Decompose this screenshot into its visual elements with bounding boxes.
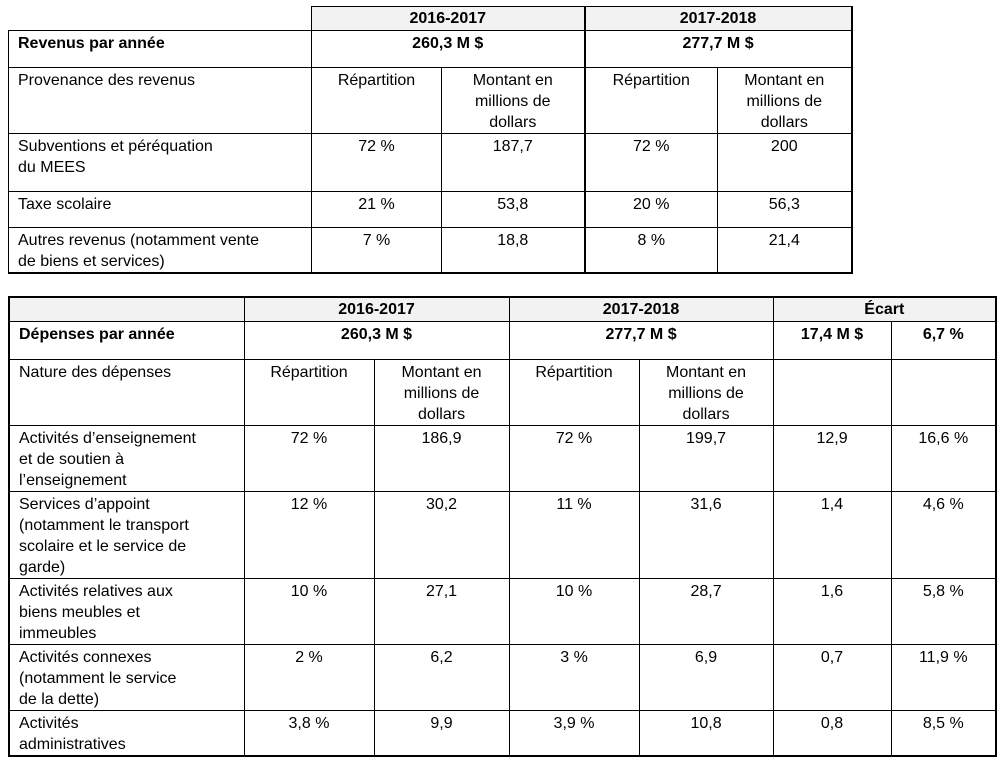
expense-gap-amount: 0,7 (773, 644, 891, 710)
table-row (9, 491, 996, 578)
revenue-amount-2: 56,3 (718, 192, 852, 228)
expense-gap-amount: 12,9 (773, 425, 891, 491)
expense-share-1: 12 % (244, 491, 374, 578)
expense-share-1: 3,8 % (244, 710, 374, 756)
expense-row-title: Dépenses par année (9, 321, 244, 359)
expense-share-1: 10 % (244, 578, 374, 644)
revenue-share-1: 21 % (312, 192, 442, 228)
expense-amount-2: 31,6 (639, 491, 773, 578)
revenue-share-1: 72 % (312, 134, 442, 192)
expense-row-label: Activités administratives (9, 710, 244, 756)
expense-amount-2: 10,8 (639, 710, 773, 756)
revenue-total-row (9, 31, 852, 68)
expense-total-2: 277,7 M $ (509, 321, 773, 359)
expense-amount-1: 27,1 (374, 578, 509, 644)
expense-amount-header-1: Montant en millions de dollars (374, 359, 509, 425)
expense-corner-cell (9, 297, 244, 321)
revenue-period-header-row (9, 7, 852, 31)
revenue-period-header-1: 2016-2017 (312, 7, 585, 31)
expense-period-header-1: 2016-2017 (244, 297, 509, 321)
table-row (9, 644, 996, 710)
expense-row-label: Activités d’enseignement et de soutien à l’enseignement (9, 425, 244, 491)
revenue-amount-1: 18,8 (442, 228, 585, 274)
expense-share-header-2: Répartition (509, 359, 639, 425)
revenue-table (8, 6, 853, 274)
revenue-row-label: Subventions et péréquation du MEES (9, 134, 312, 192)
expense-table (8, 296, 997, 757)
expense-share-2: 3 % (509, 644, 639, 710)
expense-gap-pct-header (891, 359, 996, 425)
expense-share-2: 3,9 % (509, 710, 639, 756)
revenue-amount-1: 187,7 (442, 134, 585, 192)
expense-amount-2: 28,7 (639, 578, 773, 644)
expense-amount-1: 30,2 (374, 491, 509, 578)
revenue-total-1: 260,3 M $ (312, 31, 585, 68)
expense-gap-pct: 11,9 % (891, 644, 996, 710)
table-row (9, 192, 852, 228)
expense-share-1: 2 % (244, 644, 374, 710)
expense-row-label: Services d’appoint (notamment le transport scolaire et le service de garde) (9, 491, 244, 578)
revenue-amount-1: 53,8 (442, 192, 585, 228)
expense-gap-header: Écart (773, 297, 996, 321)
expense-amount-2: 199,7 (639, 425, 773, 491)
expense-gap-amount: 1,6 (773, 578, 891, 644)
revenue-category-header: Provenance des revenus (9, 68, 312, 134)
expense-gap-total-pct: 6,7 % (891, 321, 996, 359)
revenue-column-header-row (9, 68, 852, 134)
table-row (9, 578, 996, 644)
expense-amount-1: 6,2 (374, 644, 509, 710)
expense-gap-amount-header (773, 359, 891, 425)
revenue-corner-cell (9, 7, 312, 31)
expense-share-2: 10 % (509, 578, 639, 644)
expense-gap-pct: 16,6 % (891, 425, 996, 491)
expense-column-header-row (9, 359, 996, 425)
revenue-amount-header-1: Montant en millions de dollars (442, 68, 585, 134)
revenue-share-header-2: Répartition (585, 68, 718, 134)
revenue-amount-2: 21,4 (718, 228, 852, 274)
revenue-share-2: 20 % (585, 192, 718, 228)
expense-gap-pct: 8,5 % (891, 710, 996, 756)
revenue-share-1: 7 % (312, 228, 442, 274)
expense-row-label: Activités connexes (notamment le service de la dette) (9, 644, 244, 710)
revenue-share-2: 72 % (585, 134, 718, 192)
expense-period-header-row (9, 297, 996, 321)
expense-period-header-2: 2017-2018 (509, 297, 773, 321)
table-row (9, 134, 852, 192)
expense-total-row (9, 321, 996, 359)
expense-share-2: 11 % (509, 491, 639, 578)
expense-share-1: 72 % (244, 425, 374, 491)
expense-share-header-1: Répartition (244, 359, 374, 425)
revenue-row-label: Taxe scolaire (9, 192, 312, 228)
expense-amount-1: 186,9 (374, 425, 509, 491)
expense-amount-1: 9,9 (374, 710, 509, 756)
table-row (9, 425, 996, 491)
expense-category-header: Nature des dépenses (9, 359, 244, 425)
expense-total-1: 260,3 M $ (244, 321, 509, 359)
expense-amount-header-2: Montant en millions de dollars (639, 359, 773, 425)
revenue-row-title: Revenus par année (9, 31, 312, 68)
revenue-total-2: 277,7 M $ (585, 31, 852, 68)
table-row (9, 228, 852, 274)
table-row (9, 710, 996, 756)
revenue-period-header-2: 2017-2018 (585, 7, 852, 31)
expense-amount-2: 6,9 (639, 644, 773, 710)
revenue-share-header-1: Répartition (312, 68, 442, 134)
revenue-share-2: 8 % (585, 228, 718, 274)
expense-gap-amount: 0,8 (773, 710, 891, 756)
revenue-row-label: Autres revenus (notamment vente de biens et services) (9, 228, 312, 274)
expense-share-2: 72 % (509, 425, 639, 491)
expense-gap-pct: 5,8 % (891, 578, 996, 644)
expense-gap-pct: 4,6 % (891, 491, 996, 578)
expense-gap-total-amount: 17,4 M $ (773, 321, 891, 359)
expense-gap-amount: 1,4 (773, 491, 891, 578)
expense-row-label: Activités relatives aux biens meubles et immeubles (9, 578, 244, 644)
revenue-amount-2: 200 (718, 134, 852, 192)
revenue-amount-header-2: Montant en millions de dollars (718, 68, 852, 134)
